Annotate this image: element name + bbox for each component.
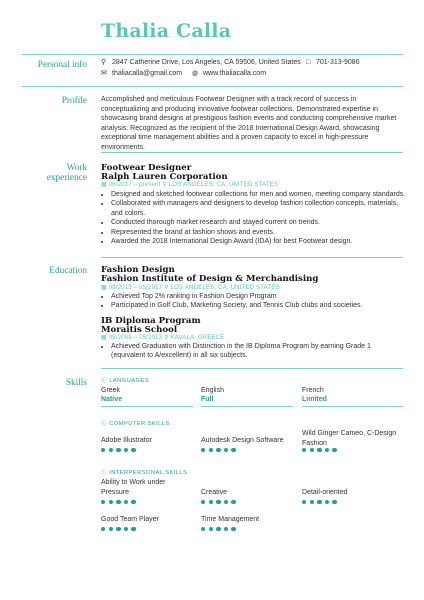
profile-divider [101, 152, 403, 153]
calendar-icon: ▦ [101, 285, 107, 291]
skill-name: Autodesk Design Software [201, 437, 284, 444]
skill-name: Ability to Work under Pressure [101, 479, 166, 496]
rating-dot [131, 448, 135, 452]
list-item: • Awarded the 2018 International Design Award (IDA) for best Footwear design. [111, 237, 406, 246]
skill-rating [201, 527, 251, 533]
edu-school: Moraitis School [101, 325, 178, 335]
rating-dot [116, 500, 120, 504]
list-item: • Achieved Graduation with Distinction in the IB Diploma Program by earning Grade 1 (equivalent to A/excellent) in all six subjects. [111, 342, 406, 361]
skill-rating [201, 448, 251, 454]
job-dates: 06/2017 – present [108, 182, 161, 188]
language-name: French [302, 387, 324, 394]
rating-dot [209, 527, 213, 531]
rating-dot [310, 500, 314, 504]
skill-rating [101, 527, 151, 533]
edu-meta [101, 334, 225, 342]
rating-dot [116, 527, 120, 531]
rating-dot [116, 448, 120, 452]
rating-dot [201, 527, 205, 531]
list-item: • Participated in Golf Club, Marketing Society, and Tennis Club clubs and societies. [111, 301, 406, 310]
skill-name: Adobe Illustrator [101, 437, 152, 444]
rating-dot [224, 500, 228, 504]
rating-dot [209, 448, 213, 452]
rating-dot [109, 527, 113, 531]
personal-info-label: Personal info [37, 60, 87, 70]
header-divider [22, 54, 403, 55]
skills-label: Skills [65, 378, 87, 388]
list-item: • Collaborated with managers and designers to develop fashion collection concepts, materials, and colors. [111, 199, 406, 218]
rating-dot [216, 527, 220, 531]
rating-dot [332, 448, 336, 452]
address: 2847 Catherine Drive, Los Angeles, CA 59506, United States [112, 59, 301, 66]
calendar-icon: ▦ [101, 182, 107, 188]
language-level: Full [201, 396, 214, 403]
edu-bullets [101, 342, 406, 361]
rating-dot [201, 448, 205, 452]
phone-icon: □ [306, 59, 311, 66]
email: thaliacalla@gmail.com [112, 70, 183, 77]
calendar-icon: ▦ [101, 335, 107, 341]
website: www.thaliacalla.com [203, 70, 267, 77]
location-icon: ⚲ [162, 182, 168, 188]
skill-rating [302, 500, 352, 506]
rating-dot [310, 448, 314, 452]
rating-dot [109, 500, 113, 504]
rating-dot [131, 500, 135, 504]
edu-dates: 09/2013 – 05/2017 [108, 285, 163, 291]
language-name: English [201, 387, 224, 394]
work-label-line1: Work [66, 163, 87, 173]
languages-sublabel: ⓘ LANGUAGES [101, 378, 149, 384]
interpersonal-skills-sublabel: ⓘ INTERPERSONAL SKILLS [101, 470, 188, 476]
language-name: Greek [101, 387, 121, 394]
rating-dot [332, 500, 336, 504]
rating-dot [302, 448, 306, 452]
work-label-line2: experience [46, 173, 87, 183]
job-title: Footwear Designer [101, 163, 192, 173]
email-icon: ✉ [101, 70, 107, 77]
list-item: • Designed and sketched footwear collections for men and women, meeting company standards. [111, 190, 406, 199]
rating-dot [231, 527, 235, 531]
rating-dot [317, 448, 321, 452]
globe-icon: ◍ [192, 70, 199, 77]
candidate-name: Thalia Calla [101, 20, 232, 42]
rating-dot [216, 448, 220, 452]
info-icon: ⓘ [101, 421, 108, 427]
edu-bullets [101, 292, 406, 311]
rating-dot [231, 500, 235, 504]
edu-meta [101, 284, 280, 292]
language-level: Limited [302, 396, 327, 403]
skill-name: Time Management [201, 516, 260, 523]
edu-school: Fashion Institute of Design & Merchandising [101, 274, 319, 284]
computer-skills-sublabel: ⓘ COMPUTER SKILLS [101, 421, 170, 427]
list-item: • Achieved Top 2% ranking in Fashion Design Program [111, 292, 406, 301]
rating-dot [124, 500, 128, 504]
skill-rating [201, 500, 251, 506]
rating-dot [101, 527, 105, 531]
profile-text: Accomplished and meticulous Footwear Designer with a track record of success in conceptualizing and producing innovative footwear collections. Demonstrated expertise in showcasing brand designs at prestigious fashion events and conducting comprehensive market analysis. Recognized as the recipient of the 2018 International Design Award, showcasing exceptional time management abilities and a proven capacity to excel in high-pressure environments. [101, 96, 397, 151]
personal-info-divider [22, 86, 403, 87]
skill-name: Creative [201, 489, 228, 496]
edu-dates: 09/2009 – 05/2013 [108, 335, 163, 341]
edu-title: IB Diploma Program [101, 316, 201, 326]
rating-dot [317, 500, 321, 504]
list-item: • Represented the brand at fashion shows and events. [111, 228, 406, 237]
rating-dot [131, 527, 135, 531]
language-level: Native [101, 396, 123, 403]
location-icon: ⚲ [101, 59, 107, 66]
edu-location: LOS ANGELES, CA, UNITED STATES [170, 285, 280, 291]
skill-rating [302, 448, 352, 454]
underline [201, 406, 293, 407]
skill-rating [101, 500, 151, 506]
rating-dot [325, 500, 329, 504]
phone: 701-313-9086 [316, 59, 360, 66]
rating-dot [101, 448, 105, 452]
rating-dot [302, 500, 306, 504]
rating-dot [109, 448, 113, 452]
rating-dot [231, 448, 235, 452]
rating-dot [124, 448, 128, 452]
rating-dot [224, 448, 228, 452]
work-divider [101, 257, 403, 258]
job-meta [101, 181, 278, 189]
rating-dot [101, 500, 105, 504]
location-icon: ⚲ [164, 285, 169, 291]
location-icon: ⚲ [164, 335, 169, 341]
rating-dot [124, 527, 128, 531]
rating-dot [201, 500, 205, 504]
edu-location: KAVALA, GREECE [170, 335, 225, 341]
underline [302, 406, 403, 407]
info-icon: ⓘ [101, 378, 108, 384]
job-bullets [101, 190, 406, 246]
rating-dot [325, 448, 329, 452]
rating-dot [209, 500, 213, 504]
skill-name: Good Team Player [101, 516, 159, 523]
skill-name: Wild Ginger Cameo, C-Design Fashion [302, 430, 397, 447]
skill-rating [101, 448, 151, 454]
rating-dot [216, 500, 220, 504]
job-company: Ralph Lauren Corporation [101, 172, 228, 182]
list-item: • Conducted thorough market research and stayed current on trends. [111, 218, 406, 227]
job-location: LOS ANGELES, CA, UNITED STATES [168, 182, 279, 188]
skill-name: Detail-oriented [302, 489, 348, 496]
edu-title: Fashion Design [101, 265, 175, 275]
info-icon: ⓘ [101, 470, 108, 476]
underline [101, 406, 193, 407]
rating-dot [224, 527, 228, 531]
profile-label: Profile [61, 96, 87, 106]
education-divider [101, 368, 403, 369]
education-label: Education [49, 266, 87, 276]
